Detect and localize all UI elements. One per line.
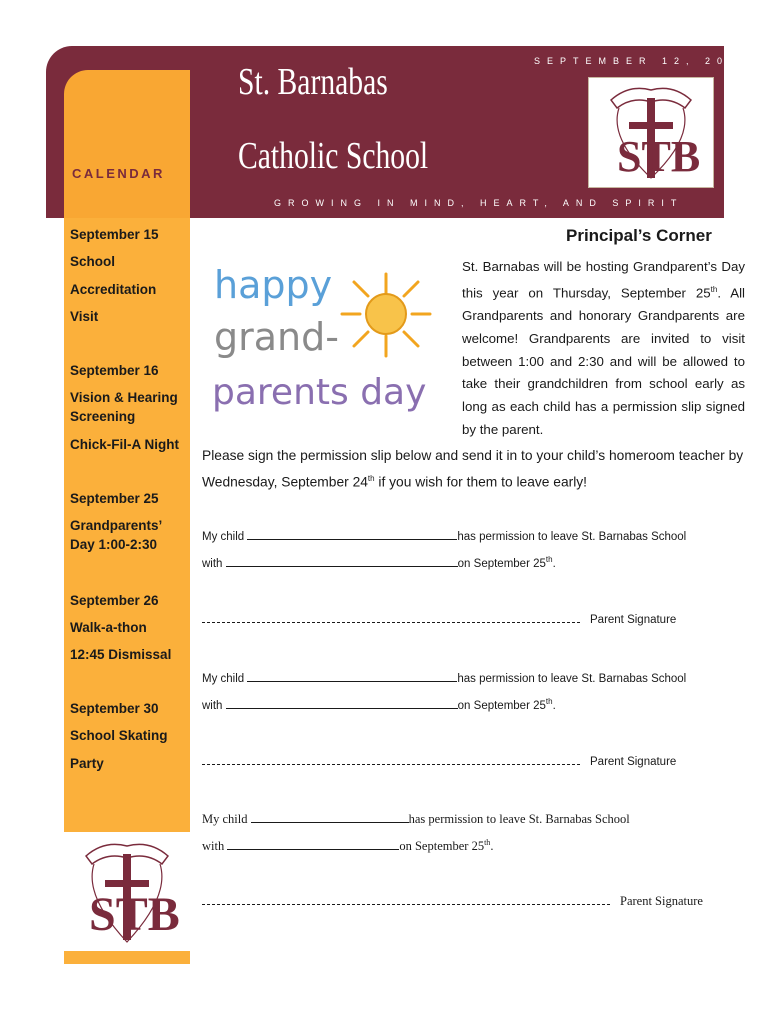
grandparent-name-field[interactable] bbox=[226, 698, 458, 709]
calendar-item: Grandparents’ Day 1:00-2:30 bbox=[70, 518, 162, 552]
school-name-line1: St. Barnabas bbox=[238, 61, 388, 103]
principals-corner-title: Principal’s Corner bbox=[566, 226, 712, 245]
calendar-item: September 25 bbox=[70, 491, 159, 506]
calendar-item: Chick-Fil-A Night bbox=[70, 437, 179, 452]
parent-signature-field[interactable] bbox=[202, 898, 610, 905]
school-name-line2: Catholic School bbox=[238, 135, 429, 177]
permission-instructions: Please sign the permission slip below and send it in to your child’s homeroom teacher by Wednesday, September 24th if you wish for them to leave early! bbox=[202, 448, 744, 490]
principals-message: St. Barnabas will be hosting Grandparent’s Day this year on Thursday, September 25th. All Grandparents and honorary Grandparents are welcome! Grandparents are invited to visit between 1:00 and 2:30 and will be allowed to take their grandchildren from school early as long as each child has a permission slip signed by the parent. bbox=[462, 259, 745, 437]
calendar-item: 12:45 Dismissal bbox=[70, 647, 172, 662]
grandparent-name-field[interactable] bbox=[227, 839, 399, 850]
school-crest-icon bbox=[589, 78, 713, 187]
school-logo-top bbox=[588, 77, 714, 188]
permission-slip-line: with on September 25th. bbox=[202, 555, 556, 570]
permission-slip-line: with on September 25th. bbox=[202, 838, 494, 854]
svg-text:happy: happy bbox=[214, 263, 333, 307]
signature-line: Parent Signature bbox=[202, 894, 703, 909]
child-name-field[interactable] bbox=[247, 671, 457, 682]
calendar-item: September 15 bbox=[70, 227, 159, 242]
calendar-item: Accreditation bbox=[70, 282, 157, 297]
child-name-field[interactable] bbox=[251, 812, 409, 823]
permission-slip-line: My child has permission to leave St. Barnabas School bbox=[202, 673, 687, 685]
svg-text:parents day: parents day bbox=[212, 372, 427, 413]
school-crest-icon bbox=[64, 832, 190, 951]
calendar-item: Vision & Hearing Screening bbox=[70, 390, 178, 424]
child-name-field[interactable] bbox=[247, 529, 457, 540]
signature-line: Parent Signature bbox=[202, 756, 676, 768]
calendar-item: Party bbox=[70, 756, 104, 771]
calendar-item: School bbox=[70, 254, 116, 269]
calendar-item: September 26 bbox=[70, 593, 159, 608]
grandparent-name-field[interactable] bbox=[226, 556, 458, 567]
calendar-item: Visit bbox=[70, 309, 99, 324]
calendar-heading: CALENDAR bbox=[72, 166, 165, 181]
parent-signature-field[interactable] bbox=[202, 758, 580, 765]
permission-slip-line: My child has permission to leave St. Barnabas School bbox=[202, 531, 687, 543]
calendar-item: September 16 bbox=[70, 363, 159, 378]
calendar-item: School Skating bbox=[70, 728, 168, 743]
grandparents-day-drawing bbox=[208, 254, 454, 424]
school-tagline: GROWING IN MIND, HEART, AND SPIRIT bbox=[274, 198, 684, 208]
school-logo-bottom bbox=[64, 832, 190, 951]
calendar-item: September 30 bbox=[70, 701, 159, 716]
permission-slip-line: My child has permission to leave St. Barnabas School bbox=[202, 812, 630, 826]
crayon-sun-icon bbox=[208, 254, 454, 424]
issue-date: SEPTEMBER 12, 2014 bbox=[534, 56, 754, 66]
svg-text:grand-: grand- bbox=[214, 315, 339, 359]
parent-signature-field[interactable] bbox=[202, 616, 580, 623]
permission-slip-line: with on September 25th. bbox=[202, 697, 556, 712]
svg-text:STB: STB bbox=[89, 888, 180, 941]
calendar-item: Walk-a-thon bbox=[70, 620, 147, 635]
svg-text:STB: STB bbox=[617, 132, 701, 181]
signature-line: Parent Signature bbox=[202, 614, 676, 626]
